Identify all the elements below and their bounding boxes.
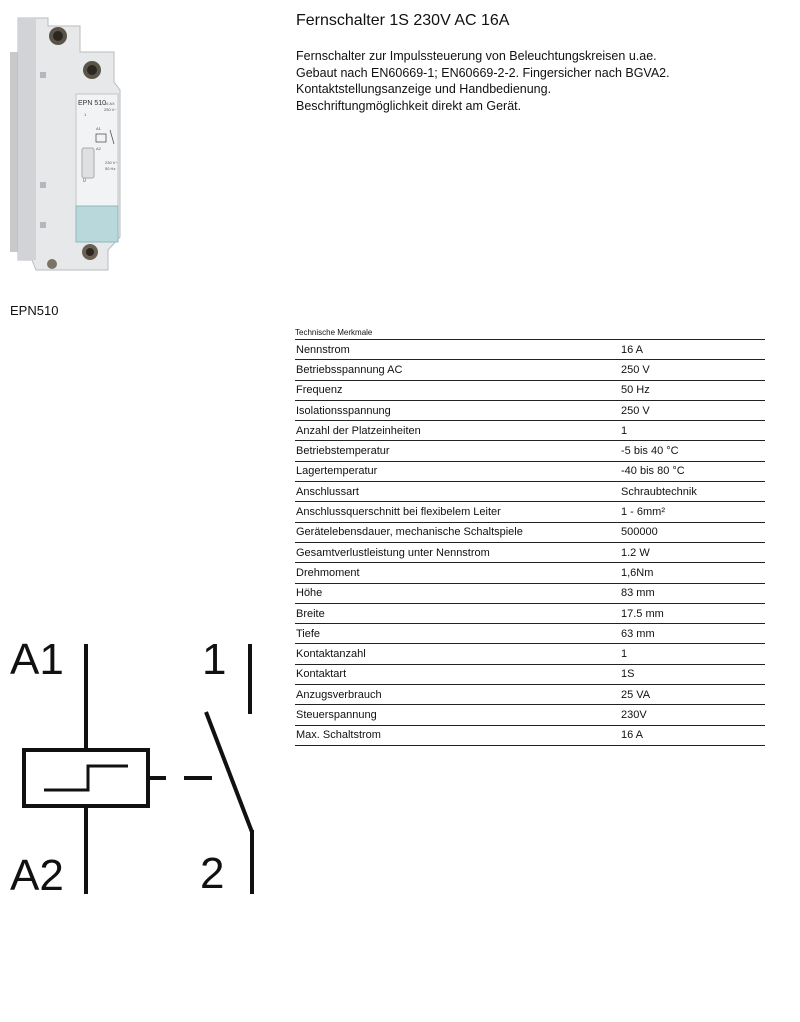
spec-value: 16 A	[621, 725, 765, 745]
spec-row	[295, 421, 765, 441]
spec-row	[295, 563, 765, 583]
spec-row	[295, 522, 765, 542]
spec-name: Betriebsspannung AC	[295, 360, 621, 380]
spec-name: Breite	[295, 603, 621, 623]
device-terminal-a1-label: A1	[96, 126, 101, 131]
spec-row	[295, 380, 765, 400]
spec-value: 230V	[621, 705, 765, 725]
product-description: Fernschalter zur Impulssteuerung von Beleuchtungskreisen u.ae. Gebaut nach EN60669-1; EN60669-2-2. Fingersicher nach BGVA2. Kontaktstellungsanzeige und Handbedienung. Beschriftungmöglichkeit direkt am Gerät.	[296, 49, 670, 113]
spec-name: Frequenz	[295, 380, 621, 400]
spec-value: 83 mm	[621, 583, 765, 603]
device-model-label: EPN 510	[78, 100, 107, 107]
specs-caption: Technische Merkmale	[295, 327, 765, 340]
device-voltage-label: 250 V~	[104, 107, 117, 112]
coil-box	[24, 750, 148, 806]
device-frequency-label: 50 Hz	[105, 166, 116, 171]
spec-row	[295, 461, 765, 481]
contact-blade	[206, 712, 252, 832]
contact-top-label: 1	[202, 635, 227, 684]
spec-row	[295, 482, 765, 502]
spec-row	[295, 400, 765, 420]
spec-name: Anzugsverbrauch	[295, 685, 621, 705]
spec-value: 50 Hz	[621, 380, 765, 400]
spec-value: 1.2 W	[621, 542, 765, 562]
spec-row	[295, 624, 765, 644]
spec-name: Anschlussquerschnitt bei flexibelem Leiter	[295, 502, 621, 522]
spec-name: Kontaktanzahl	[295, 644, 621, 664]
device-coil-voltage-label: 230 V~	[105, 160, 118, 165]
spec-name: Höhe	[295, 583, 621, 603]
spec-value: 17.5 mm	[621, 603, 765, 623]
product-code: EPN510	[10, 303, 59, 318]
spec-name: Anschlussart	[295, 482, 621, 502]
spec-row	[295, 583, 765, 603]
spec-name: Drehmoment	[295, 563, 621, 583]
spec-value: 16 A	[621, 340, 765, 360]
spec-value: -5 bis 40 °C	[621, 441, 765, 461]
spec-name: Tiefe	[295, 624, 621, 644]
spec-row	[295, 603, 765, 623]
spec-name: Kontaktart	[295, 664, 621, 684]
impulse-symbol	[44, 766, 128, 790]
spec-name: Lagertemperatur	[295, 461, 621, 481]
spec-name: Steuerspannung	[295, 705, 621, 725]
spec-name: Anzahl der Platzeinheiten	[295, 421, 621, 441]
spec-value: 1	[621, 644, 765, 664]
spec-name: Gesamtverlustleistung unter Nennstrom	[295, 542, 621, 562]
spec-row	[295, 360, 765, 380]
spec-name: Gerätelebensdauer, mechanische Schaltspiele	[295, 522, 621, 542]
device-terminal-a2-label: A2	[96, 146, 101, 151]
spec-row	[295, 502, 765, 522]
spec-name: Nennstrom	[295, 340, 621, 360]
spec-value: 1	[621, 421, 765, 441]
spec-value: 500000	[621, 522, 765, 542]
spec-value: 1 - 6mm²	[621, 502, 765, 522]
coil-bottom-label: A2	[10, 851, 64, 900]
specs-table-section	[295, 327, 765, 746]
spec-name: Max. Schaltstrom	[295, 725, 621, 745]
specs-table	[295, 340, 765, 746]
coil-top-label: A1	[10, 635, 64, 684]
spec-value: 63 mm	[621, 624, 765, 644]
spec-value: 25 VA	[621, 685, 765, 705]
spec-row	[295, 685, 765, 705]
spec-value: Schraubtechnik	[621, 482, 765, 502]
spec-row	[295, 664, 765, 684]
spec-value: 250 V	[621, 360, 765, 380]
spec-row	[295, 705, 765, 725]
device-rating-label: 16 AX	[104, 101, 115, 106]
spec-row	[295, 725, 765, 745]
spec-value: 250 V	[621, 400, 765, 420]
spec-row	[295, 542, 765, 562]
spec-value: 1S	[621, 664, 765, 684]
spec-row	[295, 644, 765, 664]
device-image	[8, 12, 148, 274]
device-off-mark: 0	[83, 178, 86, 184]
spec-value: 1,6Nm	[621, 563, 765, 583]
contact-bottom-label: 2	[200, 849, 225, 898]
spec-name: Betriebstemperatur	[295, 441, 621, 461]
spec-row	[295, 441, 765, 461]
device-terminal-1-label: 1	[84, 112, 87, 117]
spec-row	[295, 340, 765, 360]
product-title: Fernschalter 1S 230V AC 16A	[296, 12, 510, 29]
spec-value: -40 bis 80 °C	[621, 461, 765, 481]
circuit-symbol-diagram	[0, 622, 280, 902]
spec-name: Isolationsspannung	[295, 400, 621, 420]
